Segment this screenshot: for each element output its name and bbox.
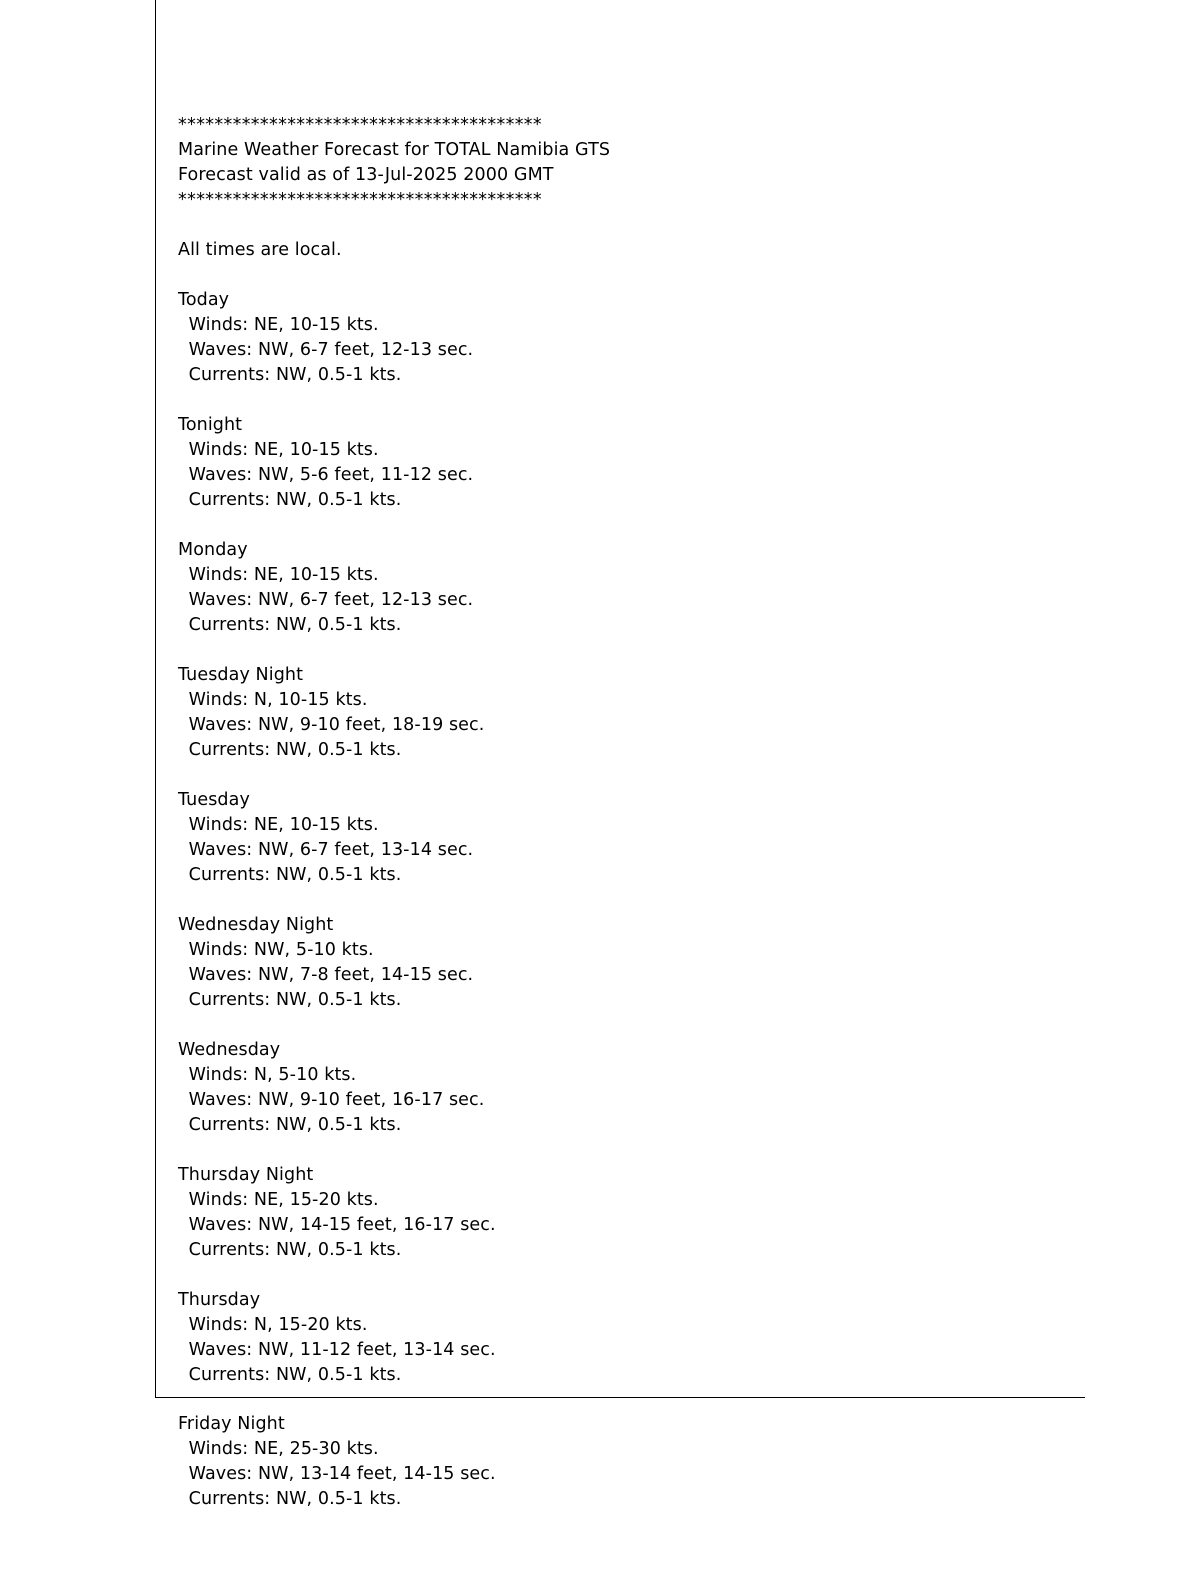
forecast-period — [178, 413, 1078, 513]
spacer — [178, 763, 1078, 788]
period-winds: Winds: NE, 10-15 kts. — [183, 315, 379, 335]
forecast-body — [178, 113, 1078, 1388]
period-name: Monday — [178, 540, 248, 560]
spacer — [178, 513, 1078, 538]
spacer — [178, 888, 1078, 913]
period-name: Wednesday Night — [178, 915, 334, 935]
period-currents: Currents: NW, 0.5-1 kts. — [183, 1365, 402, 1385]
forecast-period — [178, 663, 1078, 763]
period-currents: Currents: NW, 0.5-1 kts. — [183, 865, 402, 885]
period-waves: Waves: NW, 14-15 feet, 16-17 sec. — [183, 1215, 496, 1235]
period-name: Today — [178, 290, 230, 310]
period-name: Friday Night — [178, 1414, 285, 1434]
spacer — [178, 1138, 1078, 1163]
period-name: Tuesday Night — [178, 665, 304, 685]
period-currents: Currents: NW, 0.5-1 kts. — [183, 1115, 402, 1135]
period-winds: Winds: NW, 5-10 kts. — [183, 940, 374, 960]
period-currents: Currents: NW, 0.5-1 kts. — [183, 365, 402, 385]
period-waves: Waves: NW, 6-7 feet, 12-13 sec. — [183, 590, 474, 610]
period-waves: Waves: NW, 9-10 feet, 16-17 sec. — [183, 1090, 485, 1110]
forecast-period — [178, 1163, 1078, 1263]
spacer — [178, 263, 1078, 288]
period-currents: Currents: NW, 0.5-1 kts. — [183, 615, 402, 635]
period-waves: Waves: NW, 6-7 feet, 13-14 sec. — [183, 840, 474, 860]
forecast-period — [178, 288, 1078, 388]
period-name: Thursday Night — [178, 1165, 314, 1185]
forecast-header — [178, 113, 1078, 213]
period-winds: Winds: NE, 10-15 kts. — [183, 815, 379, 835]
period-name: Tuesday — [178, 790, 250, 810]
period-waves: Waves: NW, 7-8 feet, 14-15 sec. — [183, 965, 474, 985]
period-currents: Currents: NW, 0.5-1 kts. — [183, 1240, 402, 1260]
header-rule-bottom: **************************************** — [178, 190, 542, 210]
period-waves: Waves: NW, 9-10 feet, 18-19 sec. — [183, 715, 485, 735]
forecast-period — [178, 538, 1078, 638]
period-winds: Winds: NE, 25-30 kts. — [183, 1439, 379, 1459]
spacer — [178, 638, 1078, 663]
period-waves: Waves: NW, 5-6 feet, 11-12 sec. — [183, 465, 474, 485]
period-winds: Winds: NE, 10-15 kts. — [183, 565, 379, 585]
period-winds: Winds: N, 15-20 kts. — [183, 1315, 368, 1335]
period-waves: Waves: NW, 6-7 feet, 12-13 sec. — [183, 340, 474, 360]
forecast-period — [178, 1038, 1078, 1138]
header-rule-top: **************************************** — [178, 115, 542, 135]
forecast-validity: Forecast valid as of 13-Jul-2025 2000 GMT — [178, 165, 554, 185]
period-winds: Winds: NE, 15-20 kts. — [183, 1190, 379, 1210]
period-waves: Waves: NW, 11-12 feet, 13-14 sec. — [183, 1340, 496, 1360]
period-currents: Currents: NW, 0.5-1 kts. — [183, 490, 402, 510]
spacer — [178, 1263, 1078, 1288]
forecast-period — [178, 1288, 1078, 1388]
period-name: Wednesday — [178, 1040, 281, 1060]
forecast-period — [178, 913, 1078, 1013]
forecast-title: Marine Weather Forecast for TOTAL Namibia GTS — [178, 140, 611, 160]
period-name: Thursday — [178, 1290, 261, 1310]
period-name: Tonight — [178, 415, 243, 435]
period-winds: Winds: N, 10-15 kts. — [183, 690, 368, 710]
period-currents: Currents: NW, 0.5-1 kts. — [183, 990, 402, 1010]
forecast-period — [178, 788, 1078, 888]
period-currents: Currents: NW, 0.5-1 kts. — [183, 740, 402, 760]
local-time-note: All times are local. — [178, 240, 342, 260]
period-winds: Winds: N, 5-10 kts. — [183, 1065, 357, 1085]
forecast-period-overflow — [178, 1412, 1078, 1512]
period-waves: Waves: NW, 13-14 feet, 14-15 sec. — [183, 1464, 496, 1484]
period-winds: Winds: NE, 10-15 kts. — [183, 440, 379, 460]
spacer — [178, 1013, 1078, 1038]
spacer — [178, 213, 1078, 238]
period-currents: Currents: NW, 0.5-1 kts. — [183, 1489, 402, 1509]
spacer — [178, 388, 1078, 413]
